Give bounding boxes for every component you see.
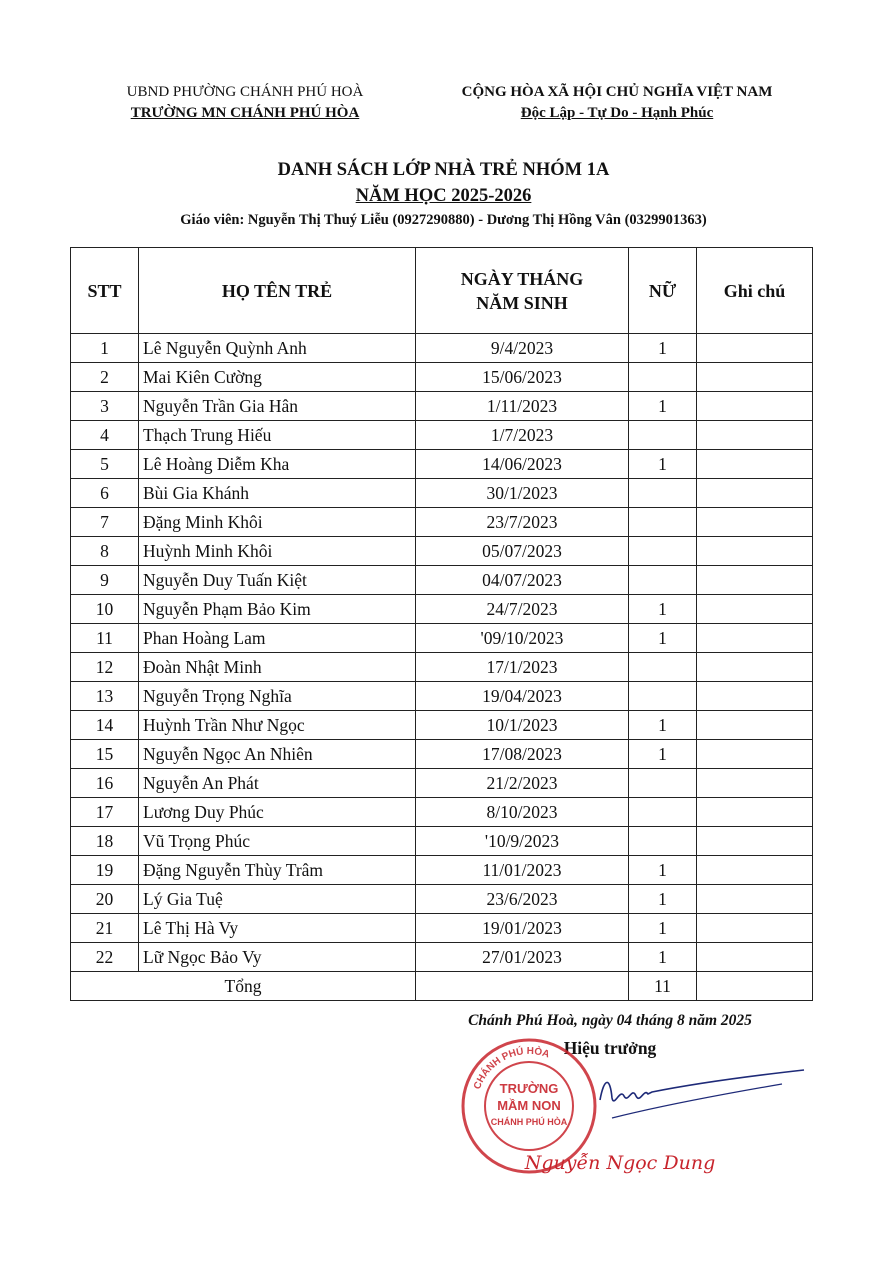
header-name: HỌ TÊN TRẺ bbox=[139, 248, 416, 334]
row-stt: 3 bbox=[71, 392, 139, 421]
school-year: NĂM HỌC 2025-2026 bbox=[355, 186, 532, 206]
row-name: Nguyễn Ngọc An Nhiên bbox=[139, 740, 416, 769]
row-dob: '10/9/2023 bbox=[416, 827, 629, 856]
row-name: Đoàn Nhật Minh bbox=[139, 653, 416, 682]
row-name: Lý Gia Tuệ bbox=[139, 885, 416, 914]
place-date: Chánh Phú Hoà, ngày 04 tháng 8 năm 2025 bbox=[468, 1012, 752, 1029]
row-note bbox=[697, 624, 813, 653]
row-stt: 1 bbox=[71, 334, 139, 363]
row-name: Thạch Trung Hiếu bbox=[139, 421, 416, 450]
stamp-ring-text: CHÁNH PHÚ HÒA bbox=[472, 1045, 551, 1092]
stamp-line1: TRƯỜNG bbox=[499, 1081, 559, 1096]
row-dob: 1/7/2023 bbox=[416, 421, 629, 450]
row-female: 1 bbox=[629, 914, 697, 943]
row-note bbox=[697, 711, 813, 740]
row-note bbox=[697, 914, 813, 943]
row-female bbox=[629, 566, 697, 595]
row-stt: 8 bbox=[71, 537, 139, 566]
row-stt: 19 bbox=[71, 856, 139, 885]
table-row bbox=[71, 421, 813, 450]
row-dob: 17/1/2023 bbox=[416, 653, 629, 682]
document-title: DANH SÁCH LỚP NHÀ TRẺ NHÓM 1A bbox=[277, 160, 610, 180]
table-row bbox=[71, 856, 813, 885]
row-name: Huỳnh Minh Khôi bbox=[139, 537, 416, 566]
row-name: Đặng Nguyễn Thùy Trâm bbox=[139, 856, 416, 885]
row-stt: 20 bbox=[71, 885, 139, 914]
table-row bbox=[71, 363, 813, 392]
row-note bbox=[697, 363, 813, 392]
row-stt: 4 bbox=[71, 421, 139, 450]
row-note bbox=[697, 885, 813, 914]
row-dob: 19/04/2023 bbox=[416, 682, 629, 711]
row-female: 1 bbox=[629, 334, 697, 363]
row-dob: 27/01/2023 bbox=[416, 943, 629, 972]
row-female bbox=[629, 363, 697, 392]
country-name: CỘNG HÒA XÃ HỘI CHỦ NGHĨA VIỆT NAM bbox=[461, 84, 773, 100]
row-note bbox=[697, 421, 813, 450]
table-row bbox=[71, 392, 813, 421]
table-row bbox=[71, 798, 813, 827]
row-female: 1 bbox=[629, 450, 697, 479]
row-dob: '09/10/2023 bbox=[416, 624, 629, 653]
table-row bbox=[71, 479, 813, 508]
row-note bbox=[697, 537, 813, 566]
row-note bbox=[697, 508, 813, 537]
table-row bbox=[71, 624, 813, 653]
row-note bbox=[697, 450, 813, 479]
table-row bbox=[71, 566, 813, 595]
issuing-authority bbox=[80, 82, 410, 124]
row-female bbox=[629, 537, 697, 566]
row-name: Bùi Gia Khánh bbox=[139, 479, 416, 508]
signature bbox=[592, 1058, 807, 1128]
row-stt: 22 bbox=[71, 943, 139, 972]
row-stt: 7 bbox=[71, 508, 139, 537]
stamp-line3: CHÁNH PHÚ HÒA bbox=[490, 1117, 568, 1127]
row-note bbox=[697, 392, 813, 421]
table-row bbox=[71, 682, 813, 711]
table-row bbox=[71, 711, 813, 740]
row-name: Lê Nguyễn Quỳnh Anh bbox=[139, 334, 416, 363]
table-row bbox=[71, 508, 813, 537]
row-dob: 23/7/2023 bbox=[416, 508, 629, 537]
row-name: Nguyễn Trần Gia Hân bbox=[139, 392, 416, 421]
row-dob: 9/4/2023 bbox=[416, 334, 629, 363]
row-stt: 18 bbox=[71, 827, 139, 856]
row-dob: 14/06/2023 bbox=[416, 450, 629, 479]
row-stt: 13 bbox=[71, 682, 139, 711]
total-row bbox=[71, 972, 813, 1001]
row-dob: 04/07/2023 bbox=[416, 566, 629, 595]
row-note bbox=[697, 595, 813, 624]
row-note bbox=[697, 682, 813, 711]
row-stt: 10 bbox=[71, 595, 139, 624]
row-note bbox=[697, 798, 813, 827]
header-dob-line2: NĂM SINH bbox=[476, 292, 568, 313]
table-row bbox=[71, 943, 813, 972]
row-stt: 21 bbox=[71, 914, 139, 943]
row-dob: 11/01/2023 bbox=[416, 856, 629, 885]
row-female: 1 bbox=[629, 392, 697, 421]
signer-name-handwritten bbox=[520, 1145, 720, 1177]
teachers-line: Giáo viên: Nguyễn Thị Thuý Liễu (0927290880) - Dương Thị Hồng Vân (0329901363) bbox=[180, 212, 707, 228]
row-note bbox=[697, 856, 813, 885]
row-female bbox=[629, 798, 697, 827]
row-name: Lê Hoàng Diễm Kha bbox=[139, 450, 416, 479]
row-stt: 11 bbox=[71, 624, 139, 653]
total-dob-cell bbox=[416, 972, 629, 1001]
row-stt: 15 bbox=[71, 740, 139, 769]
row-female: 1 bbox=[629, 943, 697, 972]
row-stt: 9 bbox=[71, 566, 139, 595]
header-female: NỮ bbox=[629, 248, 697, 334]
row-note bbox=[697, 769, 813, 798]
row-female: 1 bbox=[629, 740, 697, 769]
table-header-row bbox=[71, 248, 813, 334]
header-note: Ghi chú bbox=[697, 248, 813, 334]
row-dob: 8/10/2023 bbox=[416, 798, 629, 827]
row-name: Phan Hoàng Lam bbox=[139, 624, 416, 653]
table-row bbox=[71, 334, 813, 363]
table-row bbox=[71, 653, 813, 682]
row-female: 1 bbox=[629, 624, 697, 653]
row-dob: 17/08/2023 bbox=[416, 740, 629, 769]
header-stt: STT bbox=[71, 248, 139, 334]
table-row bbox=[71, 914, 813, 943]
table-row bbox=[71, 740, 813, 769]
table-row bbox=[71, 537, 813, 566]
signer-role: Hiệu trưởng bbox=[563, 1038, 657, 1058]
row-female bbox=[629, 769, 697, 798]
row-name: Nguyễn Trọng Nghĩa bbox=[139, 682, 416, 711]
school-name: TRƯỜNG MN CHÁNH PHÚ HÒA bbox=[130, 105, 360, 121]
row-female bbox=[629, 682, 697, 711]
motto: Độc Lập - Tự Do - Hạnh Phúc bbox=[520, 105, 714, 121]
row-female: 1 bbox=[629, 711, 697, 740]
row-name: Đặng Minh Khôi bbox=[139, 508, 416, 537]
row-stt: 2 bbox=[71, 363, 139, 392]
roster-body bbox=[71, 334, 813, 972]
class-roster-table bbox=[70, 247, 813, 1001]
total-female: 11 bbox=[629, 972, 697, 1001]
row-dob: 19/01/2023 bbox=[416, 914, 629, 943]
table-row bbox=[71, 450, 813, 479]
row-dob: 15/06/2023 bbox=[416, 363, 629, 392]
row-dob: 24/7/2023 bbox=[416, 595, 629, 624]
row-dob: 21/2/2023 bbox=[416, 769, 629, 798]
row-note bbox=[697, 943, 813, 972]
row-note bbox=[697, 827, 813, 856]
row-note bbox=[697, 566, 813, 595]
row-female: 1 bbox=[629, 856, 697, 885]
header-dob-line1: NGÀY THÁNG bbox=[460, 268, 584, 289]
row-name: Lương Duy Phúc bbox=[139, 798, 416, 827]
row-name: Vũ Trọng Phúc bbox=[139, 827, 416, 856]
row-name: Nguyễn An Phát bbox=[139, 769, 416, 798]
row-note bbox=[697, 479, 813, 508]
row-note bbox=[697, 653, 813, 682]
row-stt: 16 bbox=[71, 769, 139, 798]
table-row bbox=[71, 827, 813, 856]
stamp-line2: MẦM NON bbox=[497, 1098, 561, 1113]
row-dob: 05/07/2023 bbox=[416, 537, 629, 566]
row-name: Huỳnh Trần Như Ngọc bbox=[139, 711, 416, 740]
row-stt: 5 bbox=[71, 450, 139, 479]
signer-name: Nguyễn Ngọc Dung bbox=[524, 1152, 716, 1174]
row-female bbox=[629, 479, 697, 508]
total-note-cell bbox=[697, 972, 813, 1001]
row-stt: 12 bbox=[71, 653, 139, 682]
table-row bbox=[71, 595, 813, 624]
row-note bbox=[697, 334, 813, 363]
row-female: 1 bbox=[629, 595, 697, 624]
row-stt: 6 bbox=[71, 479, 139, 508]
row-female bbox=[629, 827, 697, 856]
row-name: Lê Thị Hà Vy bbox=[139, 914, 416, 943]
table-row bbox=[71, 769, 813, 798]
row-stt: 17 bbox=[71, 798, 139, 827]
row-female bbox=[629, 421, 697, 450]
row-dob: 23/6/2023 bbox=[416, 885, 629, 914]
row-dob: 10/1/2023 bbox=[416, 711, 629, 740]
row-female bbox=[629, 653, 697, 682]
total-label: Tổng bbox=[71, 972, 416, 1001]
row-note bbox=[697, 740, 813, 769]
table-row bbox=[71, 885, 813, 914]
row-dob: 30/1/2023 bbox=[416, 479, 629, 508]
row-female bbox=[629, 508, 697, 537]
row-female: 1 bbox=[629, 885, 697, 914]
ward-name: UBND PHƯỜNG CHÁNH PHÚ HOÀ bbox=[126, 84, 364, 100]
row-stt: 14 bbox=[71, 711, 139, 740]
row-name: Lữ Ngọc Bảo Vy bbox=[139, 943, 416, 972]
row-name: Nguyễn Phạm Bảo Kim bbox=[139, 595, 416, 624]
row-name: Mai Kiên Cường bbox=[139, 363, 416, 392]
row-dob: 1/11/2023 bbox=[416, 392, 629, 421]
header-dob bbox=[416, 248, 629, 334]
national-motto bbox=[420, 82, 814, 124]
row-name: Nguyễn Duy Tuấn Kiệt bbox=[139, 566, 416, 595]
